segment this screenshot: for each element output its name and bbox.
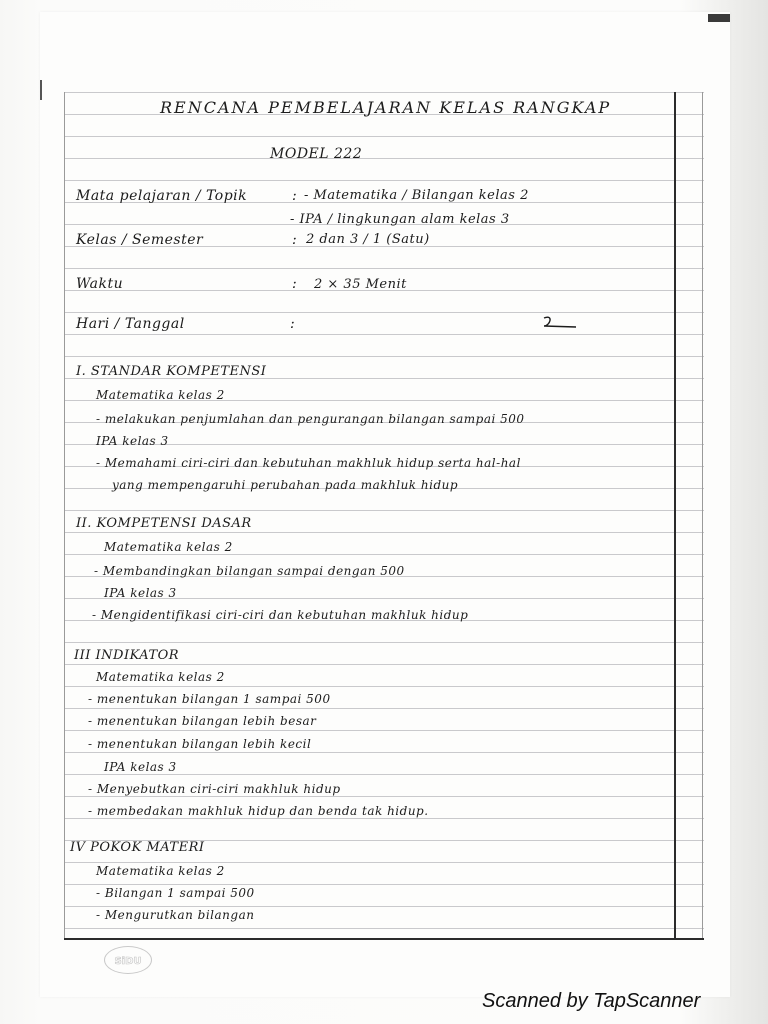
section-line: - Bilangan 1 sampai 500 [96,886,255,900]
margin-mark [40,80,42,100]
ruled-line [64,818,704,819]
info-sep-waktu: : [292,276,298,292]
info-value-mapel-1: - Matematika / Bilangan kelas 2 [304,188,529,203]
ruled-line [64,708,704,709]
section-line: Matematika kelas 2 [96,864,225,878]
ruled-line [64,884,704,885]
info-sep-hari: : [290,316,296,332]
ruled-line [64,774,704,775]
section-heading: I. STANDAR KOMPETENSI [76,364,267,379]
section-line: - Mengidentifikasi ciri-ciri dan kebutuhan makhluk hidup [92,608,469,622]
ruled-line [64,796,704,797]
ruled-line [64,554,704,555]
info-sep-mapel: : [292,188,298,204]
info-value-kelas: 2 dan 3 / 1 (Satu) [306,232,430,247]
info-label-kelas: Kelas / Semester [76,232,204,248]
section-line: - menentukan bilangan 1 sampai 500 [88,692,331,706]
info-label-waktu: Waktu [76,276,124,292]
ruled-line [64,334,704,335]
ruled-line [64,92,704,93]
info-label-mapel: Mata pelajaran / Topik [76,188,248,204]
section-heading: II. KOMPETENSI DASAR [76,516,252,531]
section-line: yang mempengaruhi perubahan pada makhluk hidup [112,478,459,492]
info-label-hari: Hari / Tanggal [76,316,185,332]
bottom-border-line [64,938,704,940]
scanner-watermark: Scanned by TapScanner [482,990,701,1012]
ruled-line [64,268,704,269]
info-sep-kelas: : [292,232,298,248]
ruled-line [64,928,704,929]
ruled-line [64,312,704,313]
section-line: - menentukan bilangan lebih kecil [88,737,312,751]
ruled-line [64,356,704,357]
section-line: - Memahami ciri-ciri dan kebutuhan makhluk hidup serta hal-hal [96,456,521,470]
section-line: Matematika kelas 2 [96,670,225,684]
section-heading: IV POKOK MATERI [70,840,205,855]
ruled-line [64,752,704,753]
ruled-line [64,730,704,731]
section-line: Matematika kelas 2 [96,388,225,402]
section-line: - menentukan bilangan lebih besar [88,714,317,728]
section-line: - membedakan makhluk hidup dan benda tak hidup. [88,804,429,818]
section-line: IPA kelas 3 [96,434,169,448]
ruled-line [64,136,704,137]
info-value-mapel-2: - IPA / lingkungan alam kelas 3 [290,212,510,227]
right-margin-line-outer [702,92,703,938]
ruled-line [64,906,704,907]
left-margin-line [64,92,65,938]
ruled-line [64,180,704,181]
sidu-logo-icon [108,950,148,970]
section-line: IPA kelas 3 [104,760,177,774]
pen-mark [540,314,580,330]
section-line: - Menyebutkan ciri-ciri makhluk hidup [88,782,341,796]
ruled-line [64,532,704,533]
section-line: - Mengurutkan bilangan [96,908,255,922]
sidu-logo-stamp [104,946,152,974]
section-line: - Membandingkan bilangan sampai dengan 500 [94,564,405,578]
info-value-waktu: 2 × 35 Menit [314,277,407,292]
ruled-line [64,664,704,665]
section-line: IPA kelas 3 [104,586,177,600]
ruled-line [64,510,704,511]
section-heading: III INDIKATOR [74,648,180,663]
page-edge-shadow [708,14,730,22]
document-model: MODEL 222 [270,146,363,162]
section-line: - melakukan penjumlahan dan pengurangan bilangan sampai 500 [96,412,525,426]
document-title: RENCANA PEMBELAJARAN KELAS RANGKAP [160,98,612,117]
right-margin-line [674,92,676,938]
ruled-line [64,158,704,159]
section-line: Matematika kelas 2 [104,540,233,554]
ruled-line [64,686,704,687]
ruled-line [64,862,704,863]
svg-text:SiDU: SiDU [114,956,142,967]
ruled-line [64,642,704,643]
